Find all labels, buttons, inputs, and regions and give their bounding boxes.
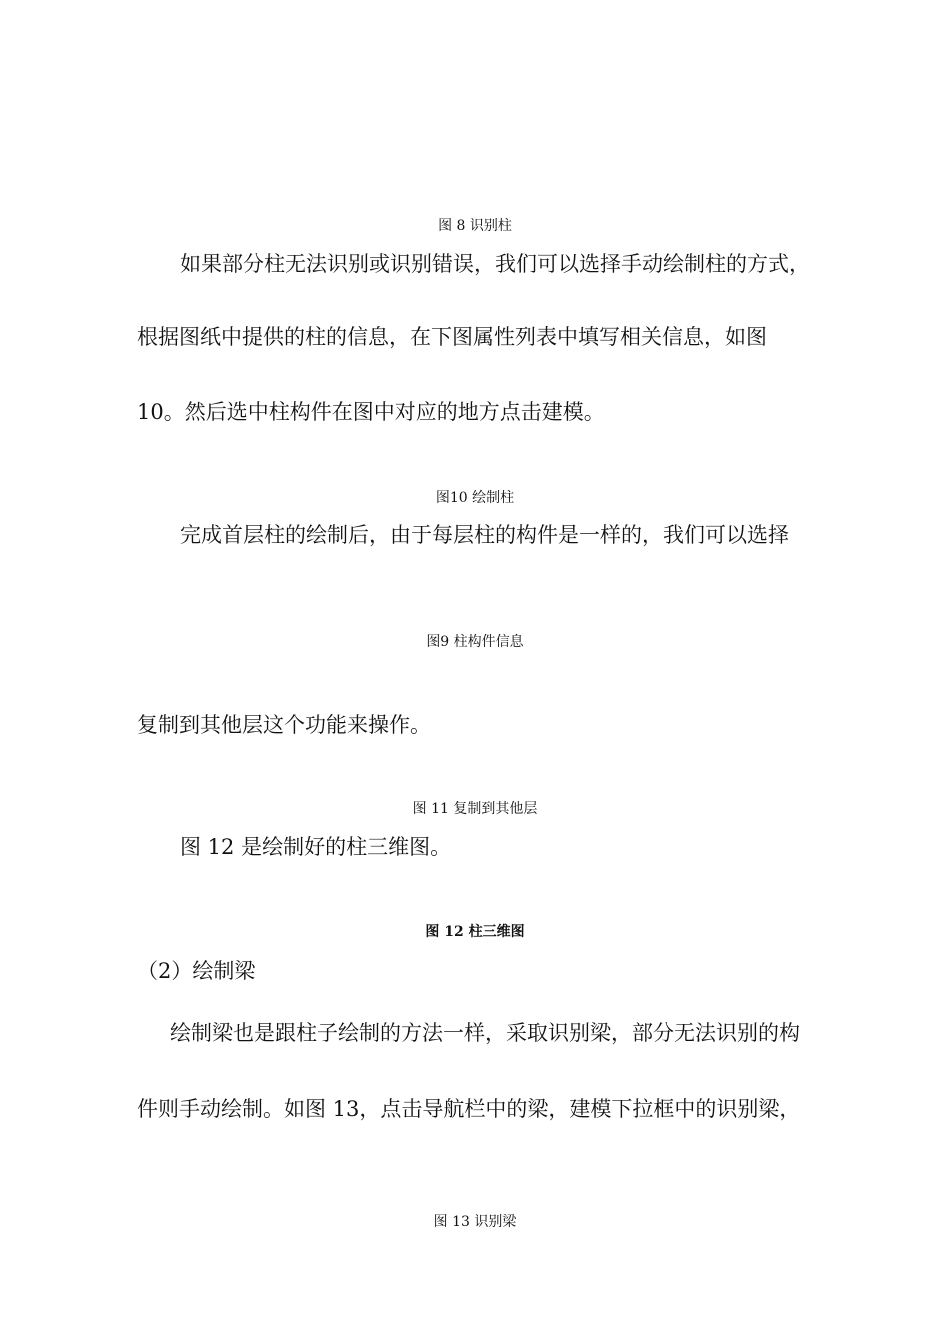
paragraph-3-line-1: 图 12 是绘制好的柱三维图。 [180,835,452,859]
paragraph-2-line-1: 完成首层柱的绘制后，由于每层柱的构件是一样的，我们可以选择 [180,523,789,547]
figure-10-caption: 图10 绘制柱 [435,490,515,506]
paragraph-1-line-3: 10。然后选中柱构件在图中对应的地方点击建模。 [137,400,605,424]
figure-11-caption: 图 11 复制到其他层 [412,801,538,817]
figure-8-caption: 图 8 识别柱 [438,218,512,234]
figure-13-caption: 图 13 识别梁 [433,1214,517,1230]
section-heading-beam: （2）绘制梁 [137,959,256,983]
paragraph-1-line-2: 根据图纸中提供的柱的信息，在下图属性列表中填写相关信息，如图 [137,325,767,349]
paragraph-1-line-1: 如果部分柱无法识别或识别错误，我们可以选择手动绘制柱的方式， [180,252,810,276]
paragraph-2-line-2: 复制到其他层这个功能来操作。 [137,713,431,737]
figure-9-caption: 图9 柱构件信息 [426,634,524,650]
paragraph-4-line-2: 件则手动绘制。如图 13，点击导航栏中的梁，建模下拉框中的识别梁， [137,1097,801,1121]
figure-12-caption: 图 12 柱三维图 [425,924,525,940]
paragraph-4-line-1: 绘制梁也是跟柱子绘制的方法一样，采取识别梁，部分无法识别的构 [170,1021,800,1045]
